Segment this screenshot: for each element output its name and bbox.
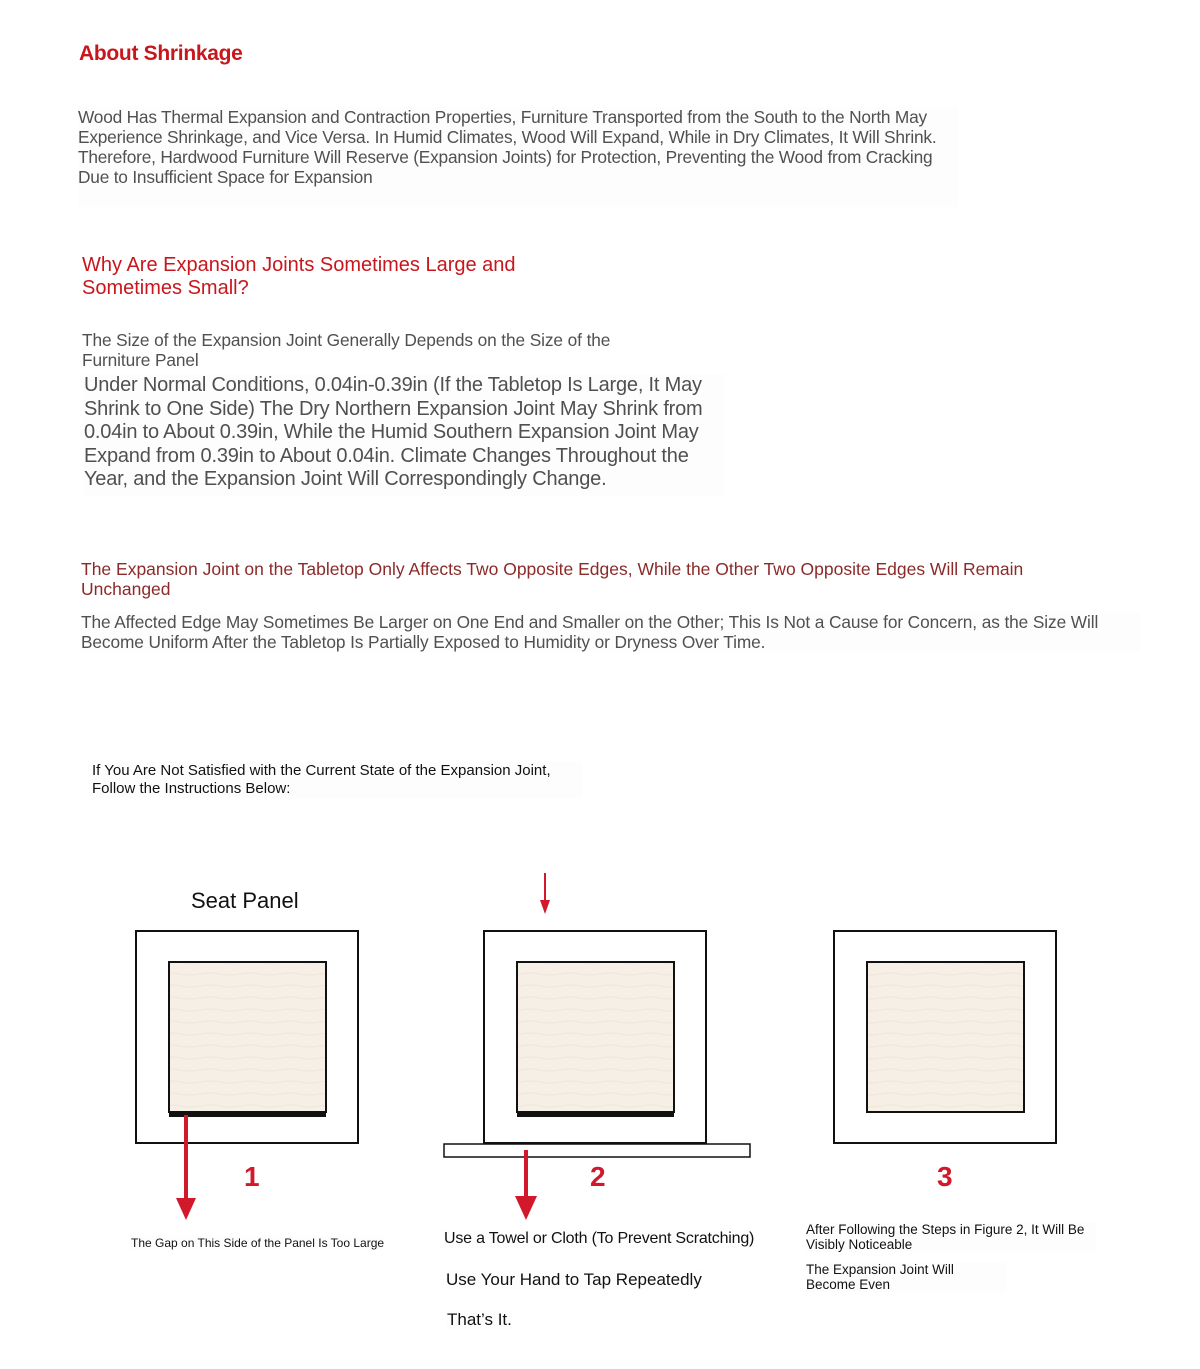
step-number-2: 2 <box>590 1161 606 1192</box>
expansion-joint-intro: The Size of the Expansion Joint Generally Depends on the Size of the Furniture Panel <box>82 330 611 370</box>
instructions-intro: If You Are Not Satisfied with the Current State of the Expansion Joint, Follow the Instructions Below: <box>92 762 582 798</box>
step-2-caption-tap: Use Your Hand to Tap Repeatedly <box>446 1270 702 1289</box>
figure-2-towel <box>444 1144 750 1157</box>
opposite-edges-body: The Affected Edge May Sometimes Be Larger on One End and Smaller on the Other; This Is Not a Cause for Concern, as the Size Will Become Uniform After the Tabletop Is Partially Exposed to Humidity or Dryness Over Time. <box>81 612 1141 652</box>
step-3-caption-even: The Expansion Joint Will Become Even <box>806 1262 1006 1292</box>
figure-2-gap-edge <box>517 1112 674 1117</box>
section-title-about-shrinkage: About Shrinkage <box>79 42 243 65</box>
figure-1-gap-edge <box>169 1112 326 1117</box>
step-number-1: 1 <box>244 1161 260 1192</box>
step-3-caption-noticeable: After Following the Steps in Figure 2, It Will Be Visibly Noticeable <box>806 1222 1096 1252</box>
section-title-opposite-edges: The Expansion Joint on the Tabletop Only Affects Two Opposite Edges, While the Other Two Opposite Edges Will Remain Unchanged <box>81 559 1024 599</box>
step-2-caption-towel: Use a Towel or Cloth (To Prevent Scratching) <box>444 1230 755 1247</box>
step-2-caption-done: That’s It. <box>447 1310 512 1329</box>
figure-2-arrow-down-icon <box>515 1196 537 1220</box>
section-title-why-expansion-joints: Why Are Expansion Joints Sometimes Large and Sometimes Small? <box>82 254 516 299</box>
figure-2-top-arrow-down-icon <box>540 900 550 914</box>
figure-1-board <box>169 962 326 1112</box>
figure-1-arrow-down-icon <box>176 1198 196 1220</box>
expansion-joint-diagram <box>0 860 1200 1280</box>
seat-panel-label: Seat Panel <box>191 888 299 913</box>
about-shrinkage-body: Wood Has Thermal Expansion and Contraction Properties, Furniture Transported from the South to the North May Experience Shrinkage, and Vice Versa. In Humid Climates, Wood Will Expand, While in Dry Climates, It Will Shrink. Therefore, Hardwood Furniture Will Reserve (Expansion Joints) for Protection, Preventing the Wood from Cracking Due to Insufficient Space for Expansion <box>78 107 958 207</box>
expansion-joint-details: Under Normal Conditions, 0.04in-0.39in (If the Tabletop Is Large, It May Shrink to One Side) The Dry Northern Expansion Joint May Shrink from 0.04in to About 0.39in, While the Humid Southern Expansion Joint May Expand from 0.39in to About 0.04in. Climate Changes Throughout the Year, and the Expansion Joint Will Correspondingly Change. <box>84 374 724 496</box>
step-number-3: 3 <box>937 1161 953 1192</box>
figure-3-board <box>867 962 1024 1112</box>
figure-3-panel <box>834 931 1056 1143</box>
step-1-caption: The Gap on This Side of the Panel Is Too Large <box>131 1236 385 1250</box>
figure-2-board <box>517 962 674 1112</box>
